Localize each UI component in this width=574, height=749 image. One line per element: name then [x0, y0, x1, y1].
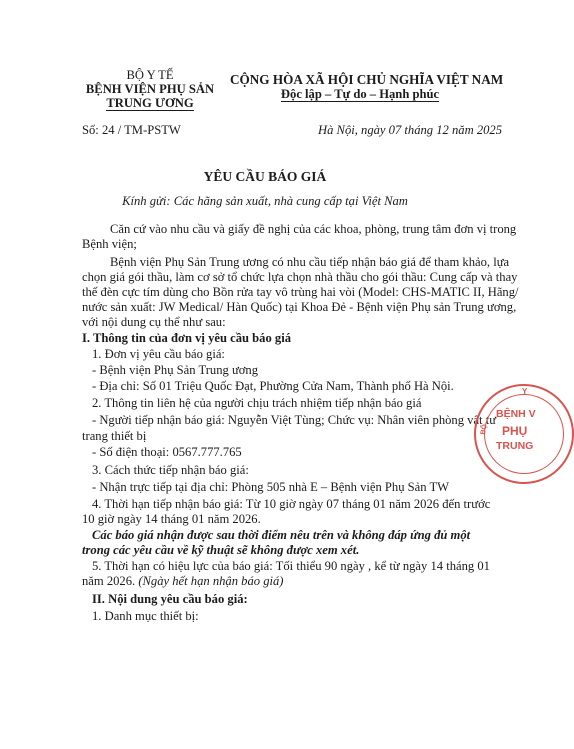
reference-number: Số: 24 / TM-PSTW [82, 123, 181, 137]
s1-item2: 2. Thông tin liên hệ của người chịu trách nhiệm tiếp nhận báo giá [92, 396, 422, 410]
seal-text-line2: PHỤ [502, 424, 528, 438]
s1-item5-line1: 5. Thời hạn có hiệu lực của báo giá: Tối thiểu 90 ngày , kể từ ngày 14 tháng 01 [92, 559, 490, 573]
seal-text-line1: BỆNH V [496, 408, 536, 420]
s1-item4-line1: 4. Thời hạn tiếp nhận báo giá: Từ 10 giờ ngày 07 tháng 01 năm 2026 đến trước [92, 497, 491, 511]
s1-item5-note: (Ngày hết hạn nhận báo giá) [138, 574, 284, 588]
place-and-date: Hà Nội, ngày 07 tháng 12 năm 2025 [318, 123, 503, 137]
s1-item3: 3. Cách thức tiếp nhận báo giá: [92, 463, 249, 477]
country-name: CỘNG HÒA XÃ HỘI CHỦ NGHĨA VIỆT NAM [230, 72, 504, 87]
s1-item1-address: - Địa chỉ: Số 01 Triệu Quốc Đạt, Phường Cửa Nam, Thành phố Hà Nội. [92, 379, 454, 393]
intro-line3: thế đèn cực tím dùng cho Bồn rửa tay vô trùng hai vòi (Model: CHS-MATIC II, Hãng/ [82, 285, 519, 299]
hospital-seal-stamp [474, 384, 574, 484]
seal-text-line3: TRUNG [496, 440, 534, 452]
s1-item1-hospital: - Bệnh viện Phụ Sản Trung ương [92, 363, 259, 377]
s1-item5-line2 [82, 574, 284, 589]
hospital-name-line2 [80, 96, 220, 111]
s2-item1: 1. Danh mục thiết bị: [92, 609, 199, 623]
document-title: YÊU CẦU BÁO GIÁ [203, 169, 327, 184]
hospital-name-line1: BỆNH VIỆN PHỤ SẢN [85, 82, 215, 96]
s1-item4-line2: 10 giờ ngày 14 tháng 01 năm 2026. [82, 512, 261, 526]
ministry-name: BỘ Y TẾ [126, 68, 174, 82]
warning-line2: trong các yêu cầu về kỹ thuật sẽ không được xem xét. [82, 543, 360, 557]
intro-line4: nước sản xuất: JW Medical/ Hàn Quốc) tại Khoa Đẻ - Bệnh viện Phụ sản Trung ương, [82, 300, 517, 314]
s1-item2-contact-line2: trang thiết bị [82, 429, 147, 443]
basis-line2: Bệnh viện; [82, 237, 137, 251]
s1-item2-contact-line1: - Người tiếp nhận báo giá: Nguyễn Việt Tùng; Chức vụ: Nhân viên phòng vật tư [92, 413, 497, 427]
section-1-title: I. Thông tin của đơn vị yêu cầu báo giá [82, 331, 291, 345]
national-motto [230, 87, 490, 102]
recipient-line: Kính gửi: Các hãng sản xuất, nhà cung cấp tại Việt Nam [122, 194, 408, 208]
section-2-title: II. Nội dung yêu cầu báo giá: [92, 592, 248, 606]
s1-item5-year: năm 2026. [82, 574, 139, 588]
national-motto-text: Độc lập – Tự do – Hạnh phúc [280, 87, 440, 101]
basis-line1: Căn cứ vào nhu cầu và giấy đề nghị của các khoa, phòng, trung tâm đơn vị trong [110, 222, 517, 236]
s1-item3-method: - Nhận trực tiếp tại địa chỉ: Phòng 505 nhà E – Bệnh viện Phụ Sản TW [92, 480, 450, 494]
seal-side-letters: BỘ [479, 423, 489, 436]
hospital-name-line2-text: TRUNG ƯƠNG [106, 96, 194, 110]
seal-top-letter: Y [522, 387, 528, 396]
intro-line5: với nội dung cụ thể như sau: [82, 315, 226, 329]
intro-line1: Bệnh viện Phụ Sản Trung ương có nhu cầu tiếp nhận báo giá để tham khảo, lựa [110, 255, 510, 269]
s1-item1: 1. Đơn vị yêu cầu báo giá: [92, 347, 225, 361]
intro-line2: chọn giá gói thầu, làm cơ sở tổ chức lựa chọn nhà thầu cho gói thầu: Cung cấp và thay [82, 270, 518, 284]
s1-item2-phone: - Số điện thoại: 0567.777.765 [92, 445, 242, 459]
warning-line1: Các báo giá nhận được sau thời điểm nêu trên và không đáp ứng đủ một [92, 528, 471, 542]
